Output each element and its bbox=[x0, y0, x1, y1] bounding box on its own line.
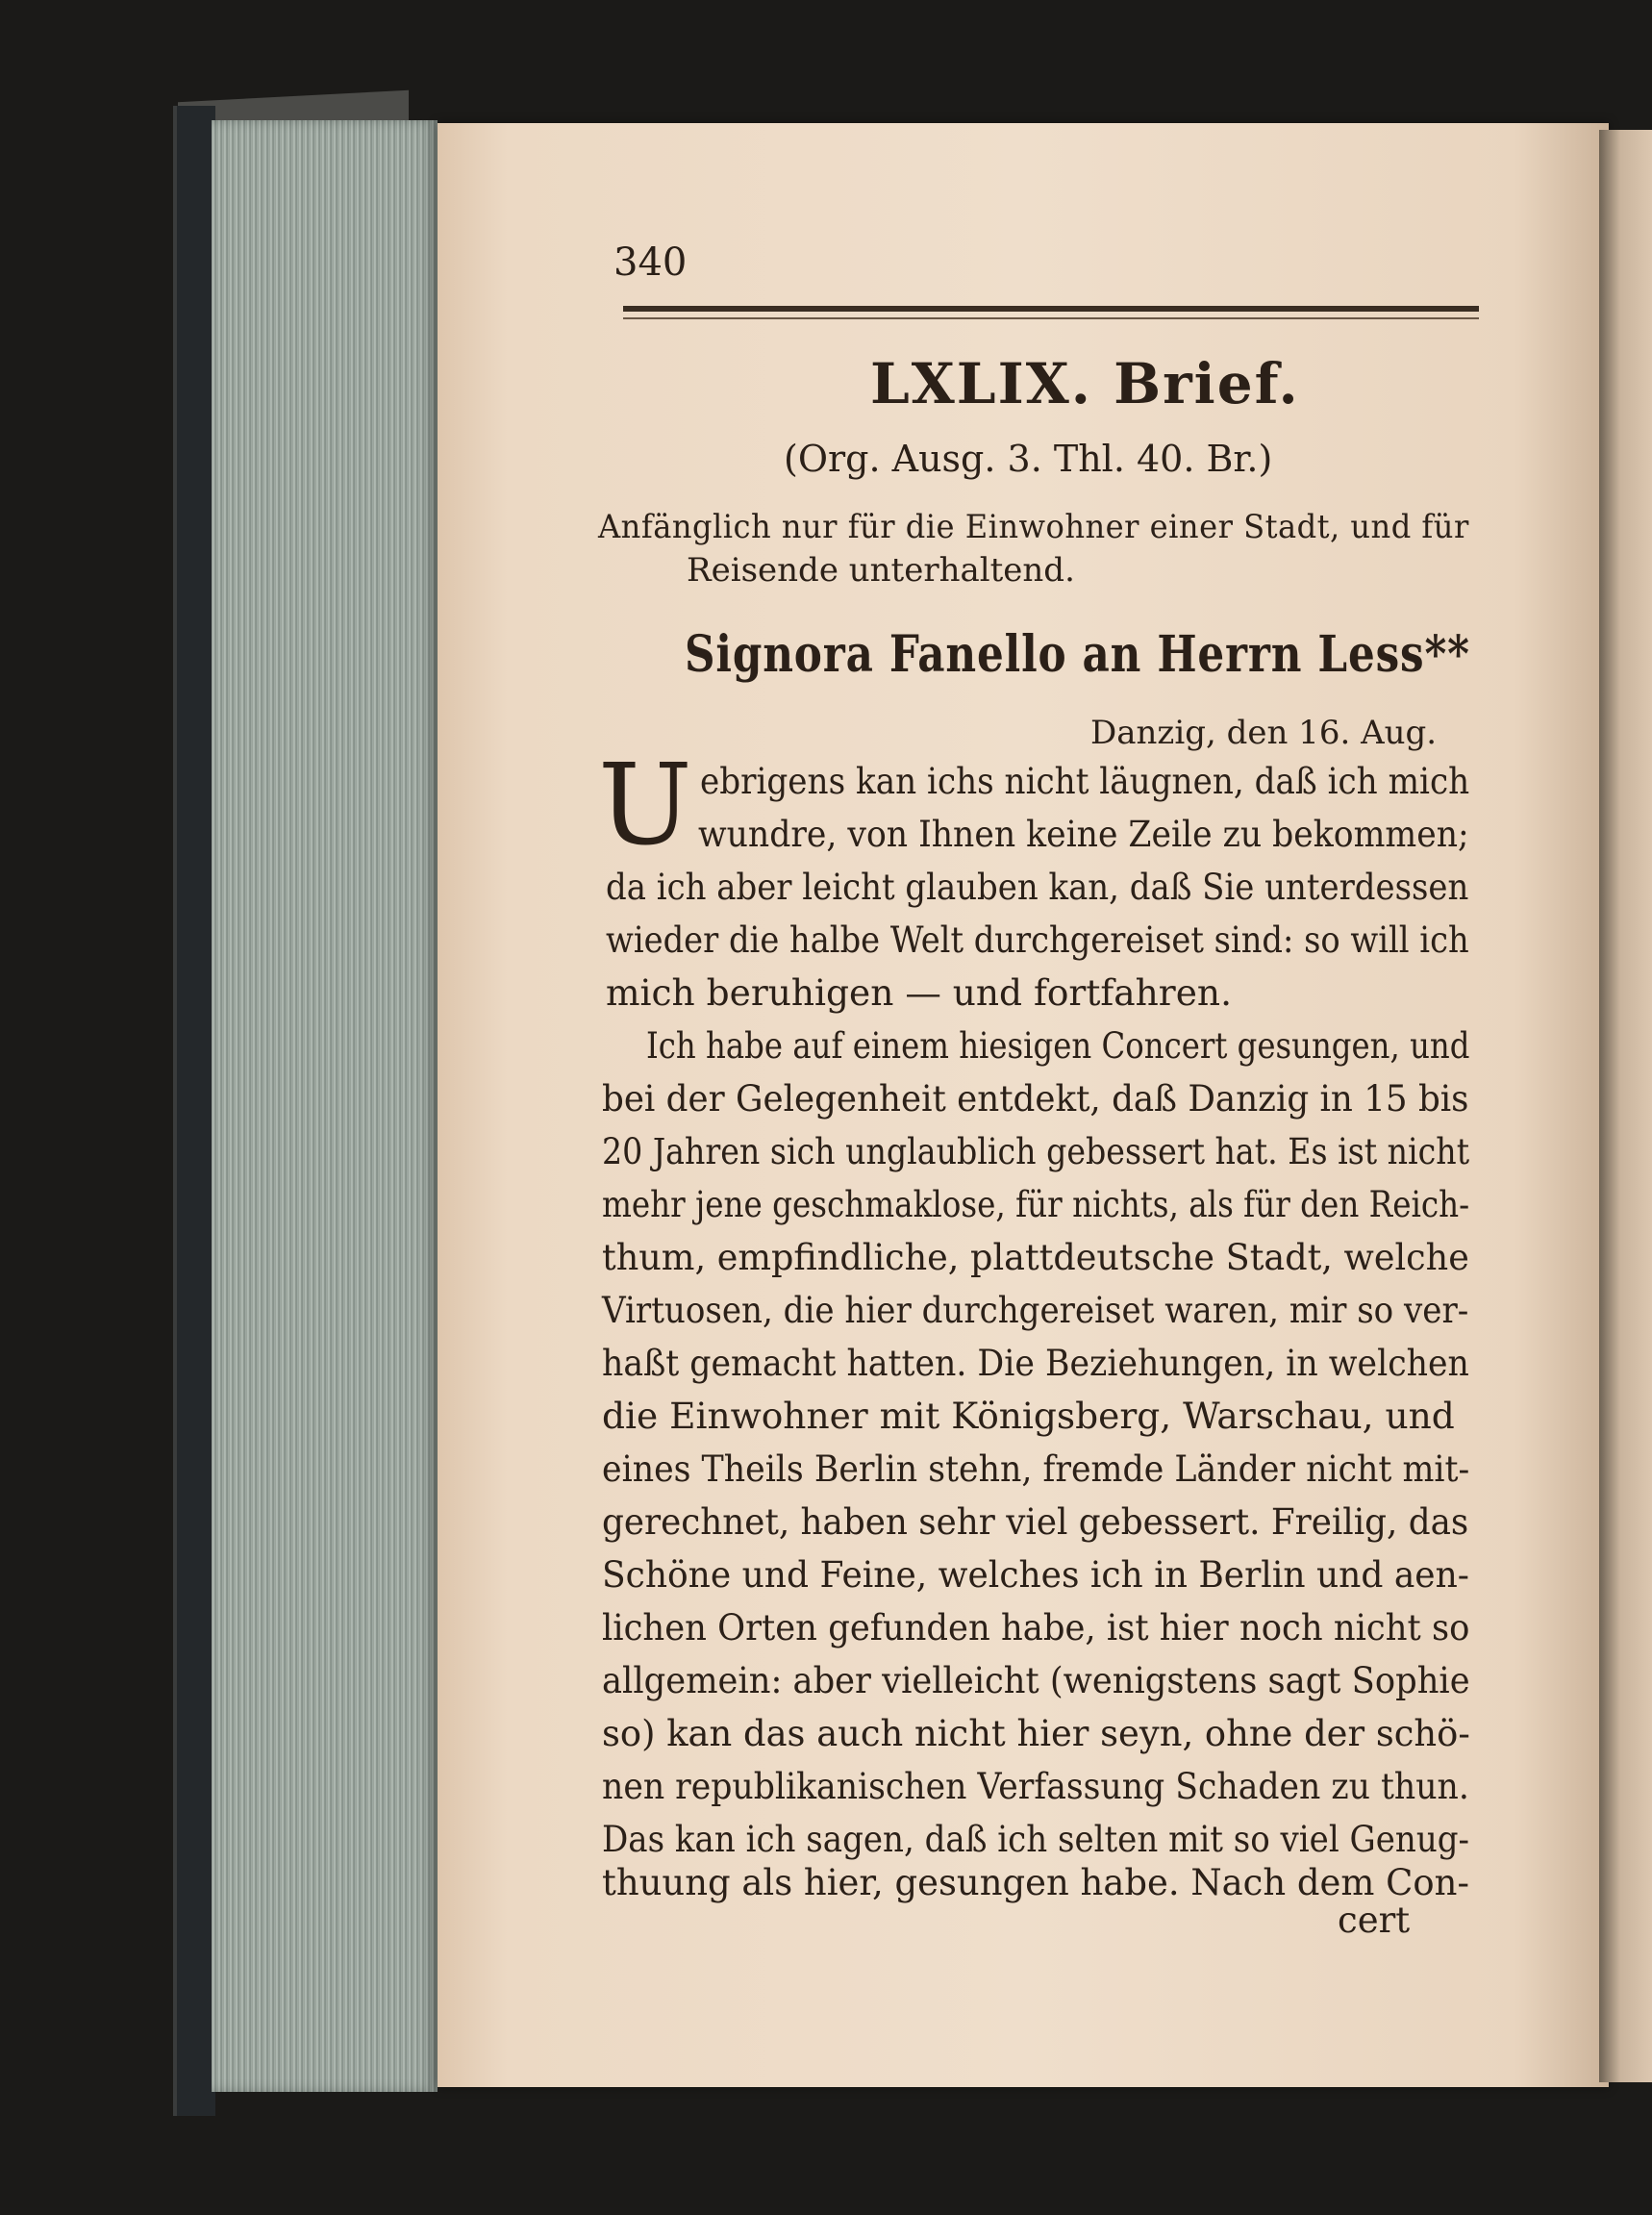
body-line: Schöne und Feine, welches ich in Berlin und aen- bbox=[602, 1553, 1469, 1596]
synopsis-line-1: Anfänglich nur für die Einwohner einer Stadt, und für bbox=[598, 508, 1469, 546]
body-line: gerechnet, haben sehr viel gebessert. Freilig, das bbox=[602, 1500, 1469, 1543]
body-line: thum, empfindliche, plattdeutsche Stadt, welche bbox=[602, 1236, 1469, 1278]
letter-heading: Signora Fanello an Herrn Less** bbox=[685, 625, 1470, 684]
body-line: thuung als hier, gesungen habe. Nach dem Con- bbox=[602, 1861, 1469, 1903]
synopsis-line-2: Reisende unterhaltend. bbox=[687, 551, 1075, 590]
body-line: nen republikanischen Verfassung Schaden zu thun. bbox=[602, 1765, 1469, 1807]
body-line: allgemein: aber vielleicht (wenigstens sagt Sophie bbox=[602, 1659, 1470, 1701]
page-number: 340 bbox=[613, 240, 688, 285]
body-line: mehr jene geschmaklose, für nichts, als für den Reich- bbox=[602, 1183, 1470, 1225]
body-line: lichen Orten gefunden habe, ist hier noch nicht so bbox=[602, 1606, 1470, 1649]
body-line: mich beruhigen — und fortfahren. bbox=[606, 971, 1232, 1014]
body-line: wieder die halbe Welt durchgereiset sind: so will ich bbox=[606, 919, 1469, 961]
source-note: (Org. Ausg. 3. Thl. 40. Br.) bbox=[784, 438, 1273, 480]
dateline: Danzig, den 16. Aug. bbox=[1090, 714, 1438, 752]
book-cover-spine bbox=[173, 106, 215, 2116]
body-line: die Einwohner mit Königsberg, Warschau, und bbox=[602, 1395, 1455, 1437]
page-edges bbox=[212, 120, 438, 2092]
facing-page-gutter bbox=[1599, 130, 1652, 2082]
header-rule-thin bbox=[623, 317, 1479, 319]
body-line: eines Theils Berlin stehn, fremde Länder nicht mit- bbox=[602, 1447, 1470, 1490]
body-line: Das kan ich sagen, daß ich selten mit so viel Genug- bbox=[602, 1818, 1470, 1860]
body-line: bei der Gelegenheit entdekt, daß Danzig in 15 bis bbox=[602, 1077, 1469, 1120]
drop-cap: U bbox=[598, 741, 692, 870]
letter-title: LXLIX. Brief. bbox=[870, 351, 1300, 416]
catchword: cert bbox=[1338, 1900, 1411, 1941]
body-line: haßt gemacht hatten. Die Beziehungen, in welchen bbox=[602, 1342, 1469, 1384]
body-line: Ich habe auf einem hiesigen Concert gesungen, und bbox=[646, 1024, 1470, 1067]
body-line: so) kan das auch nicht hier seyn, ohne der schö- bbox=[602, 1712, 1470, 1754]
body-line: Virtuosen, die hier durchgereiset waren, mir so ver- bbox=[602, 1289, 1469, 1331]
body-line: wundre, von Ihnen keine Zeile zu bekommen; bbox=[698, 813, 1469, 855]
header-rule bbox=[623, 306, 1479, 312]
body-line: ebrigens kan ichs nicht läugnen, daß ich mich bbox=[700, 760, 1470, 802]
body-line: da ich aber leicht glauben kan, daß Sie unterdessen bbox=[606, 866, 1469, 908]
body-line: 20 Jahren sich unglaublich gebessert hat. Es ist nicht bbox=[602, 1130, 1470, 1172]
